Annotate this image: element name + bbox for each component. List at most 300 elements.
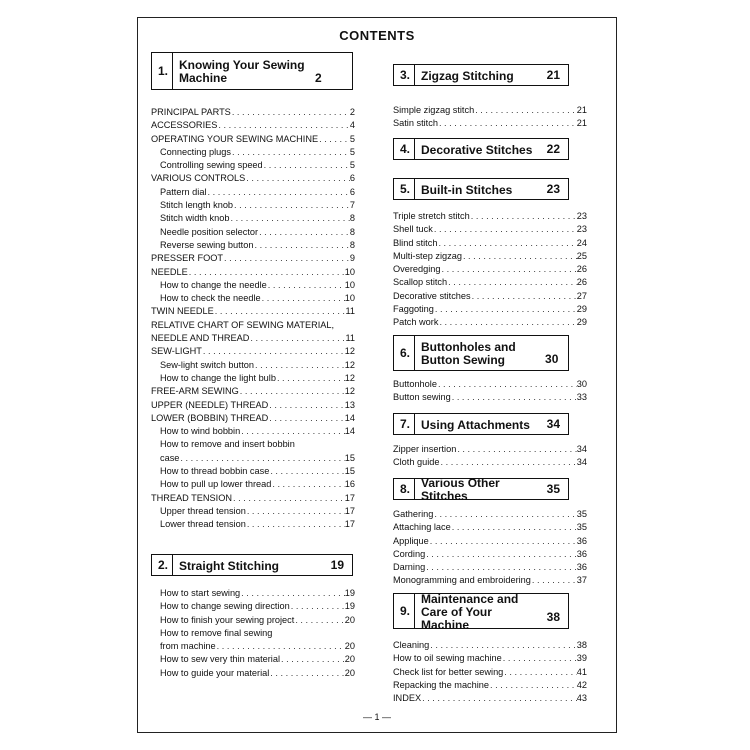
toc-entry-page: 12	[344, 346, 355, 357]
dot-leader	[447, 276, 577, 289]
toc-entry[interactable]	[393, 574, 587, 587]
dot-leader	[433, 223, 577, 236]
section-number: 9.	[394, 594, 415, 628]
section-page: 34	[546, 417, 560, 431]
toc-entry[interactable]	[151, 359, 355, 372]
section-number: 5.	[394, 179, 415, 199]
toc-entry[interactable]	[151, 319, 355, 332]
toc-entry-title: Button sewing	[393, 392, 451, 403]
dot-leader	[269, 667, 344, 680]
dot-leader	[433, 508, 576, 521]
toc-entry-title: Decorative stitches	[393, 290, 471, 301]
toc-entry-title: How to remove final sewing	[160, 627, 273, 638]
toc-entry-page: 36	[576, 548, 587, 559]
toc-entry[interactable]	[151, 492, 355, 505]
dot-leader	[425, 548, 577, 561]
dot-leader	[246, 518, 345, 531]
toc-entry-page: 36	[576, 535, 587, 546]
toc-entry[interactable]	[151, 186, 355, 199]
toc-entry[interactable]	[393, 117, 587, 130]
dot-leader	[263, 159, 350, 172]
toc-entry-title: How to wind bobbin	[160, 426, 241, 437]
section-4-heading[interactable]	[393, 138, 569, 160]
section-3-heading[interactable]	[393, 64, 569, 86]
toc-entry-page: 17	[344, 505, 355, 516]
toc-entry-title: THREAD TENSION	[151, 492, 232, 503]
toc-entry[interactable]	[151, 614, 355, 627]
page-title: CONTENTS	[339, 28, 415, 43]
toc-entry-page: 33	[576, 392, 587, 403]
toc-entry[interactable]	[393, 250, 587, 263]
dot-leader	[240, 425, 345, 438]
section-3-entries	[393, 104, 587, 131]
toc-entry-title: NEEDLE	[151, 266, 188, 277]
toc-entry-page: 13	[344, 399, 355, 410]
section-9-heading[interactable]	[393, 591, 569, 632]
toc-entry[interactable]	[151, 372, 355, 385]
toc-entry-title: Applique	[393, 535, 429, 546]
toc-entry-title: Stitch width knob	[160, 213, 230, 224]
toc-entry-title: FREE-ARM SEWING	[151, 386, 239, 397]
section-8-heading[interactable]	[393, 476, 569, 503]
toc-entry-title: Overedging	[393, 264, 441, 275]
toc-entry[interactable]	[393, 548, 587, 561]
toc-entry[interactable]	[151, 438, 355, 451]
toc-entry-title: Satin stitch	[393, 118, 438, 129]
toc-entry-title: SEW-LIGHT	[151, 346, 202, 357]
toc-entry-title: Triple stretch stitch	[393, 211, 470, 221]
toc-entry-title: VARIOUS CONTROLS	[151, 173, 246, 184]
section-7-heading[interactable]	[393, 413, 569, 435]
toc-entry-page: 21	[576, 118, 587, 129]
toc-entry-title: INDEX	[393, 693, 422, 704]
toc-entry-title: How to finish your sewing project	[160, 614, 295, 625]
toc-entry-title: Repacking the machine	[393, 679, 490, 690]
dot-leader	[229, 212, 349, 225]
dot-leader	[294, 614, 344, 627]
toc-entry-title: TWIN NEEDLE	[151, 306, 214, 317]
section-5-entries	[393, 210, 587, 330]
dot-leader	[233, 199, 350, 212]
toc-entry[interactable]	[151, 106, 355, 119]
toc-entry[interactable]	[393, 263, 587, 276]
toc-entry[interactable]	[151, 292, 355, 305]
toc-entry-page: 7	[349, 200, 355, 211]
toc-entry[interactable]	[393, 561, 587, 574]
toc-entry[interactable]	[151, 452, 355, 465]
toc-entry-title: Shell tuck	[393, 224, 433, 235]
dot-leader	[290, 600, 345, 613]
toc-entry[interactable]	[151, 385, 355, 398]
toc-entry-title: How to change the needle	[160, 279, 267, 290]
toc-entry-title: Pattern dial	[160, 186, 207, 197]
toc-entry[interactable]	[151, 478, 355, 491]
dot-leader	[246, 505, 345, 518]
toc-entry-title: Buttonhole	[393, 379, 437, 389]
section-number: 6.	[394, 336, 415, 370]
toc-entry[interactable]	[151, 266, 355, 279]
dot-leader	[254, 359, 345, 372]
dot-leader	[239, 385, 345, 398]
toc-entry-title: How to pull up lower thread	[160, 479, 272, 490]
toc-entry-title: UPPER (NEEDLE) THREAD	[151, 399, 269, 410]
toc-entry-title: How to thread bobbin case	[160, 466, 270, 477]
toc-entry[interactable]	[393, 508, 587, 521]
toc-entry[interactable]	[151, 146, 355, 159]
toc-entry-title: Zipper insertion	[393, 444, 457, 454]
toc-entry-page: 12	[344, 359, 355, 370]
toc-entry-page: 2	[349, 107, 355, 117]
toc-entry[interactable]	[151, 332, 355, 345]
toc-entry[interactable]	[151, 226, 355, 239]
toc-entry[interactable]	[393, 391, 587, 404]
dot-leader	[437, 237, 576, 250]
dot-leader	[437, 378, 577, 391]
toc-entry[interactable]	[151, 345, 355, 358]
section-page: 23	[546, 182, 560, 196]
dot-leader	[456, 443, 576, 456]
toc-entry-page: 30	[576, 379, 587, 389]
toc-entry-title: Attaching lace	[393, 522, 451, 533]
toc-entry-title: Cleaning	[393, 640, 430, 650]
toc-entry-page: 19	[344, 588, 355, 598]
section-9-entries	[393, 639, 587, 705]
section-1-entries	[151, 106, 355, 532]
toc-entry-title: Connecting plugs	[160, 146, 231, 157]
toc-entry-page: 34	[576, 444, 587, 454]
section-title: Decorative Stitches	[421, 142, 533, 157]
toc-entry[interactable]	[151, 505, 355, 518]
toc-entry-page: 23	[576, 224, 587, 235]
toc-entry-title: Blind stitch	[393, 237, 438, 248]
toc-entry[interactable]	[151, 627, 355, 640]
toc-entry-page: 8	[349, 239, 355, 250]
toc-entry[interactable]	[393, 276, 587, 289]
toc-entry-page: 5	[349, 133, 355, 144]
toc-entry-page: 20	[344, 654, 355, 665]
toc-entry-page: 6	[349, 173, 355, 184]
toc-entry-page: 35	[576, 509, 587, 519]
section-title: Using Attachments	[421, 417, 530, 432]
dot-leader	[267, 279, 345, 292]
toc-entry-title: Reverse sewing button	[160, 239, 254, 250]
toc-entry-title: How to sew very thin material	[160, 654, 280, 665]
toc-entry[interactable]	[393, 652, 587, 665]
section-number: 3.	[394, 65, 415, 85]
dot-leader	[188, 266, 345, 279]
toc-entry-page: 21	[576, 105, 587, 115]
toc-entry-title: Monogramming and embroidering	[393, 575, 531, 586]
toc-entry-page: 9	[349, 253, 355, 264]
section-5-heading[interactable]	[393, 178, 569, 200]
toc-entry-page: 16	[344, 479, 355, 490]
section-number: 7.	[394, 414, 415, 434]
toc-entry[interactable]	[151, 252, 355, 265]
toc-entry-page: 20	[344, 667, 355, 678]
toc-entry-title: ACCESSORIES	[151, 120, 218, 131]
toc-entry-page: 14	[344, 412, 355, 423]
toc-entry-page: 36	[576, 562, 587, 573]
toc-entry-title: Needle position selector	[160, 226, 259, 237]
toc-entry-title: Controlling sewing speed	[160, 160, 263, 171]
toc-entry-title: Gathering	[393, 509, 434, 519]
toc-entry-title: RELATIVE CHART OF SEWING MATERIAL,	[151, 319, 335, 330]
toc-entry-page: 6	[349, 186, 355, 197]
toc-entry[interactable]	[393, 521, 587, 534]
toc-entry[interactable]	[151, 640, 355, 653]
section-page: 38	[546, 610, 560, 624]
toc-entry[interactable]	[151, 399, 355, 412]
toc-entry[interactable]	[393, 210, 587, 223]
toc-entry-page: 15	[344, 466, 355, 477]
toc-entry-page: 26	[576, 264, 587, 275]
toc-entry-page: 5	[349, 160, 355, 171]
section-title: Built-in Stitches	[421, 182, 513, 197]
toc-entry-title: Faggoting	[393, 304, 434, 315]
toc-entry-title: Upper thread tension	[160, 505, 246, 516]
section-8-entries	[393, 508, 587, 588]
toc-entry-title: How to start sewing	[160, 588, 241, 598]
dot-leader	[232, 492, 345, 505]
toc-entry[interactable]	[393, 666, 587, 679]
dot-leader	[502, 652, 577, 665]
contents-page	[137, 17, 617, 733]
dot-leader	[429, 639, 577, 652]
toc-entry-title: Multi-step zigzag	[393, 250, 462, 261]
toc-entry-page: 24	[576, 237, 587, 248]
section-page: 21	[546, 68, 560, 82]
toc-entry[interactable]	[151, 425, 355, 438]
dot-leader	[438, 316, 576, 329]
dot-leader	[245, 172, 350, 185]
toc-entry-page: 43	[576, 693, 587, 704]
toc-entry-title: How to oil sewing machine	[393, 653, 502, 664]
dot-leader	[474, 104, 577, 117]
toc-entry-title: Patch work	[393, 317, 439, 328]
dot-leader	[269, 465, 344, 478]
toc-entry-page: 29	[576, 304, 587, 315]
dot-leader	[271, 478, 344, 491]
toc-entry-title: PRINCIPAL PARTS	[151, 107, 231, 117]
toc-entry[interactable]	[393, 378, 587, 391]
toc-entry-title: How to change the light bulb	[160, 372, 276, 383]
toc-entry-page: 10	[344, 279, 355, 290]
section-title: Zigzag Stitching	[421, 68, 514, 83]
section-number: 4.	[394, 139, 415, 159]
dot-leader	[451, 521, 577, 534]
toc-entry-title: Check list for better sewing	[393, 666, 504, 677]
toc-entry-title: Lower thread tension	[160, 519, 246, 530]
toc-entry[interactable]	[393, 316, 587, 329]
toc-entry-title: PRESSER FOOT	[151, 253, 223, 264]
dot-leader	[206, 186, 349, 199]
dot-leader	[268, 412, 345, 425]
toc-entry[interactable]	[393, 679, 587, 692]
toc-entry-page: 20	[344, 641, 355, 652]
dot-leader	[438, 117, 577, 130]
toc-entry[interactable]	[151, 199, 355, 212]
toc-entry-page: 23	[576, 211, 587, 221]
dot-leader	[253, 239, 349, 252]
toc-entry-page: 38	[576, 640, 587, 650]
toc-entry-title: Sew-light switch button	[160, 359, 254, 370]
toc-entry-page: 35	[576, 522, 587, 533]
toc-entry-page: 8	[349, 226, 355, 237]
toc-entry-title: How to remove and insert bobbin	[160, 439, 295, 450]
section-number: 2.	[152, 555, 173, 575]
toc-entry[interactable]	[151, 133, 355, 146]
dot-leader	[231, 106, 350, 119]
section-page: 30	[545, 352, 559, 366]
dot-leader	[441, 263, 577, 276]
section-title: Various Other Stitches	[421, 476, 500, 503]
dot-leader	[531, 574, 577, 587]
dot-leader	[280, 653, 345, 666]
dot-leader	[421, 692, 577, 705]
toc-entry[interactable]	[393, 290, 587, 303]
dot-leader	[261, 292, 345, 305]
dot-leader	[217, 119, 350, 132]
toc-entry-title: Simple zigzag stitch	[393, 105, 475, 115]
dot-leader	[202, 345, 345, 358]
dot-leader	[429, 535, 577, 548]
toc-entry[interactable]	[151, 239, 355, 252]
toc-entry-title: Scallop stitch	[393, 277, 448, 288]
section-page: 2	[315, 71, 322, 85]
dot-leader	[451, 391, 577, 404]
dot-leader	[470, 210, 577, 223]
toc-entry-title: How to change sewing direction	[160, 601, 290, 612]
toc-entry[interactable]	[151, 279, 355, 292]
section-title: Straight Stitching	[179, 558, 280, 573]
toc-entry[interactable]	[151, 159, 355, 172]
toc-entry-title: How to guide your material	[160, 667, 270, 678]
toc-entry-page: 8	[349, 213, 355, 224]
toc-entry[interactable]	[151, 465, 355, 478]
toc-entry-page: 39	[576, 653, 587, 664]
section-page: 22	[546, 142, 560, 156]
toc-entry[interactable]	[393, 303, 587, 316]
toc-entry-title: OPERATING YOUR SEWING MACHINE	[151, 133, 319, 144]
toc-entry[interactable]	[393, 692, 587, 705]
toc-entry[interactable]	[393, 223, 587, 236]
dot-leader	[439, 456, 576, 469]
toc-entry-page: 14	[344, 426, 355, 437]
dot-leader	[249, 332, 345, 345]
toc-entry-page: 5	[349, 146, 355, 157]
toc-entry-title: case	[160, 452, 180, 463]
toc-entry[interactable]	[151, 212, 355, 225]
toc-entry-page: 15	[344, 452, 355, 463]
toc-entry[interactable]	[151, 305, 355, 318]
dot-leader	[503, 666, 576, 679]
dot-leader	[276, 372, 345, 385]
dot-leader	[214, 305, 346, 318]
toc-entry[interactable]	[151, 412, 355, 425]
toc-entry-title: How to check the needle	[160, 293, 261, 304]
toc-entry-page: 11	[345, 333, 355, 344]
toc-entry[interactable]	[393, 237, 587, 250]
section-2-entries	[151, 587, 355, 680]
toc-entry-title: from machine	[160, 641, 216, 652]
dot-leader	[471, 290, 577, 303]
toc-entry[interactable]	[151, 653, 355, 666]
toc-entry[interactable]	[393, 104, 587, 117]
toc-entry-title: Cording	[393, 548, 426, 559]
toc-entry[interactable]	[151, 587, 355, 600]
dot-leader	[231, 146, 350, 159]
section-7-entries	[393, 443, 587, 470]
toc-entry-page: 11	[345, 306, 355, 317]
toc-entry[interactable]	[151, 518, 355, 531]
section-1-heading[interactable]	[151, 52, 353, 90]
toc-entry-page: 41	[576, 666, 587, 677]
toc-entry-title: Cloth guide	[393, 457, 440, 468]
toc-entry[interactable]	[393, 639, 587, 652]
section-page: 19	[330, 558, 344, 572]
toc-entry-page: 19	[344, 601, 355, 612]
toc-entry-page: 29	[576, 317, 587, 328]
toc-entry-page: 34	[576, 457, 587, 468]
toc-entry-page: 4	[349, 120, 355, 131]
toc-entry-page: 26	[576, 277, 587, 288]
section-2-heading[interactable]	[151, 554, 353, 576]
dot-leader	[268, 399, 345, 412]
toc-entry-page: 27	[576, 290, 587, 301]
section-number: 1.	[152, 53, 173, 89]
toc-entry-page: 17	[344, 492, 355, 503]
section-6-entries	[393, 378, 587, 405]
toc-entry-page: 20	[344, 614, 355, 625]
section-title: Knowing Your Sewing Machine	[179, 58, 305, 85]
section-title: Buttonholes and Button Sewing	[421, 340, 516, 367]
section-6-heading[interactable]	[393, 335, 569, 371]
dot-leader	[425, 561, 577, 574]
toc-entry[interactable]	[151, 600, 355, 613]
toc-entry-page: 17	[344, 519, 355, 530]
toc-entry-title: Stitch length knob	[160, 200, 234, 211]
dot-leader	[318, 133, 350, 146]
page-number-footer: — 1 —	[362, 712, 391, 722]
toc-entry[interactable]	[151, 667, 355, 680]
toc-entry-page: 37	[576, 575, 587, 586]
toc-entry[interactable]	[393, 456, 587, 469]
dot-leader	[258, 226, 350, 239]
toc-entry-page: 42	[576, 679, 587, 690]
dot-leader	[489, 679, 577, 692]
toc-entry[interactable]	[151, 119, 355, 132]
toc-entry-page: 10	[344, 266, 355, 277]
toc-entry-page: 12	[344, 372, 355, 383]
dot-leader	[434, 303, 577, 316]
dot-leader	[240, 587, 345, 600]
section-number: 8.	[394, 479, 415, 499]
dot-leader	[223, 252, 350, 265]
section-page: 35	[546, 482, 560, 496]
dot-leader	[462, 250, 577, 263]
toc-entry[interactable]	[151, 172, 355, 185]
section-title: Maintenance and Care of Your Machine	[421, 591, 519, 632]
toc-entry[interactable]	[393, 443, 587, 456]
dot-leader	[216, 640, 345, 653]
toc-entry-page: 10	[344, 293, 355, 304]
toc-entry-title: NEEDLE AND THREAD	[151, 333, 250, 344]
toc-entry-title: Darning	[393, 562, 426, 573]
toc-entry[interactable]	[393, 535, 587, 548]
toc-entry-page: 12	[344, 386, 355, 397]
dot-leader	[179, 452, 344, 465]
toc-entry-page: 25	[576, 250, 587, 261]
